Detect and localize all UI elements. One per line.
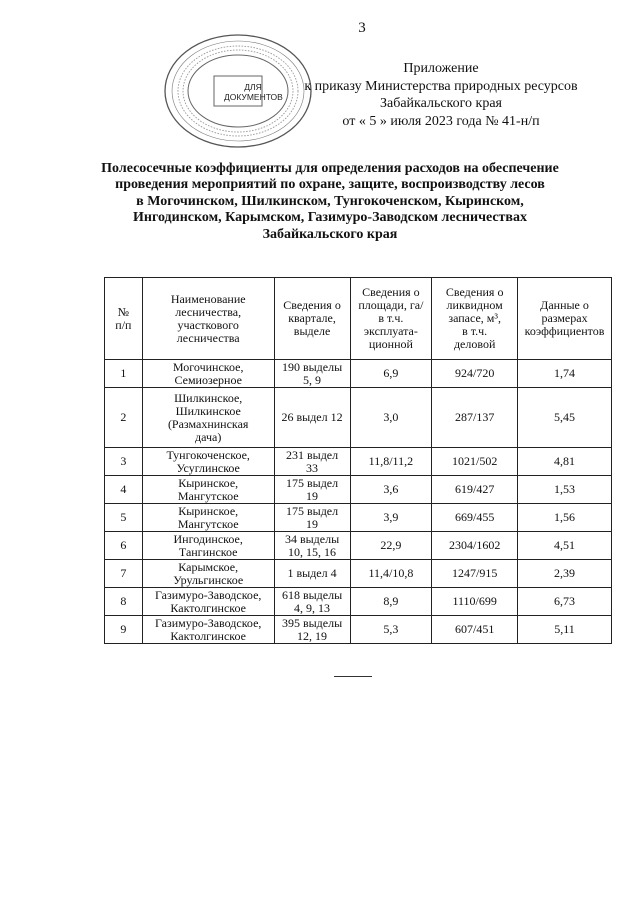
- header-line: запасе, м³,: [448, 311, 501, 325]
- stamp-label-line: ДЛЯ: [244, 82, 262, 92]
- cell-line: Мангутское: [177, 516, 239, 531]
- cell-stock: 1021/502: [432, 448, 518, 476]
- table-row: [105, 560, 612, 588]
- cell-stock: 619/427: [432, 476, 518, 504]
- cell-name: [142, 588, 274, 616]
- cell-line: Урульгинское: [173, 572, 244, 587]
- cell-line: 12, 19: [297, 628, 328, 643]
- footer-rule: [334, 676, 372, 677]
- cell-line: Кактолгинское: [170, 628, 246, 643]
- stamp-label-line: ДОКУМЕНТОВ: [224, 92, 283, 102]
- cell-line: Кыринское,: [178, 475, 239, 490]
- cell-area: 22,9: [350, 532, 432, 560]
- cell-line: Семиозерное: [174, 372, 242, 387]
- table-row: [105, 476, 612, 504]
- appendix-header: [290, 60, 592, 130]
- header-num: [105, 278, 143, 360]
- cell-area: 6,9: [350, 360, 432, 388]
- table-row: [105, 532, 612, 560]
- cell-coef: 1,56: [518, 504, 612, 532]
- appendix-line: Забайкальского края: [379, 96, 502, 111]
- cell-line: 10, 15, 16: [288, 544, 337, 559]
- cell-area: 3,0: [350, 388, 432, 448]
- header-line: площади, га/: [358, 298, 424, 312]
- header-line: в т.ч.: [462, 324, 488, 338]
- cell-quarter: [274, 504, 350, 532]
- cell-name: [142, 476, 274, 504]
- cell-line: Кыринское,: [178, 503, 239, 518]
- cell-stock: 924/720: [432, 360, 518, 388]
- header-line: Сведения о: [283, 298, 341, 312]
- cell-line: Ингодинское,: [173, 531, 243, 546]
- cell-line: Усуглинское: [176, 460, 240, 475]
- cell-line: Шилкинское,: [174, 390, 243, 405]
- cell-coef: 4,51: [518, 532, 612, 560]
- cell-quarter: [274, 616, 350, 644]
- cell-line: Газимуро-Заводское,: [154, 615, 262, 630]
- appendix-line: от « 5 » июля 2023 года № 41-н/п: [342, 113, 540, 129]
- header-line: выделе: [293, 324, 331, 338]
- cell-quarter: [274, 532, 350, 560]
- cell-line: 34 выделы: [284, 531, 340, 546]
- title-line: Забайкальского края: [262, 226, 398, 242]
- cell-line: 395 выделы: [281, 615, 343, 630]
- cell-stock: 1110/699: [432, 588, 518, 616]
- header-coef: [518, 278, 612, 360]
- cell-coef: 6,73: [518, 588, 612, 616]
- cell-coef: 1,53: [518, 476, 612, 504]
- table-row: [105, 360, 612, 388]
- header-line: №: [117, 304, 130, 319]
- coefficients-table: [104, 277, 612, 644]
- cell-num: 2: [105, 388, 143, 448]
- cell-stock: 2304/1602: [432, 532, 518, 560]
- header-line: лесничества: [176, 330, 240, 345]
- cell-num: 7: [105, 560, 143, 588]
- cell-line: Кактолгинское: [170, 600, 246, 615]
- cell-line: (Размахнинская: [167, 416, 249, 431]
- cell-quarter: [274, 448, 350, 476]
- cell-line: 33: [306, 460, 319, 475]
- title-line: проведения мероприятий по охране, защите, воспроизводству лесов: [115, 177, 545, 193]
- table-header-row: [105, 278, 612, 360]
- cell-line: Могочинское,: [172, 359, 244, 374]
- cell-line: 190 выделы: [281, 359, 343, 374]
- cell-num: 3: [105, 448, 143, 476]
- cell-quarter: [274, 588, 350, 616]
- cell-name: [142, 560, 274, 588]
- cell-coef: 4,81: [518, 448, 612, 476]
- table-row: [105, 448, 612, 476]
- table-row: [105, 388, 612, 448]
- cell-area: 11,8/11,2: [350, 448, 432, 476]
- cell-line: 19: [306, 488, 319, 503]
- cell-line: 175 выдел: [285, 475, 339, 490]
- header-line: Наименование: [170, 291, 246, 306]
- cell-stock: 287/137: [432, 388, 518, 448]
- header-stock: [432, 278, 518, 360]
- cell-num: 1: [105, 360, 143, 388]
- cell-line: 19: [306, 516, 319, 531]
- cell-line: дача): [195, 429, 222, 444]
- header-line: ционной: [368, 337, 413, 351]
- cell-stock: 607/451: [432, 616, 518, 644]
- cell-num: 6: [105, 532, 143, 560]
- header-line: квартале,: [288, 311, 336, 325]
- cell-coef: 5,11: [518, 616, 612, 644]
- cell-line: Тангинское: [178, 544, 238, 559]
- header-line: коэффициентов: [524, 324, 605, 338]
- header-line: участкового: [177, 317, 239, 332]
- cell-name: [142, 388, 274, 448]
- cell-num: 8: [105, 588, 143, 616]
- cell-line: Тунгокоченское,: [166, 447, 250, 462]
- table-row: [105, 616, 612, 644]
- title-line: Ингодинском, Карымском, Газимуро-Заводском лесничествах: [133, 210, 527, 226]
- cell-line: 618 выделы: [281, 587, 343, 602]
- cell-line: Шилкинское: [175, 403, 241, 418]
- cell-num: 9: [105, 616, 143, 644]
- cell-area: 3,6: [350, 476, 432, 504]
- header-line: п/п: [115, 317, 132, 332]
- cell-quarter: [274, 560, 350, 588]
- cell-line: 5, 9: [303, 372, 322, 387]
- cell-name: [142, 360, 274, 388]
- title-line: Полесосечные коэффициенты для определения расходов на обеспечение: [101, 161, 559, 176]
- header-line: эксплуата-: [363, 324, 418, 338]
- cell-line: Карымское,: [178, 559, 239, 574]
- header-line: в т.ч.: [378, 311, 404, 325]
- header-line: Сведения о: [362, 285, 420, 299]
- header-line: размерах: [541, 311, 588, 325]
- cell-line: Газимуро-Заводское,: [154, 587, 262, 602]
- header-line: лесничества,: [175, 304, 242, 319]
- cell-line: 175 выдел: [285, 503, 339, 518]
- cell-num: 5: [105, 504, 143, 532]
- cell-area: 3,9: [350, 504, 432, 532]
- cell-quarter: [274, 388, 350, 448]
- cell-coef: 1,74: [518, 360, 612, 388]
- cell-area: 8,9: [350, 588, 432, 616]
- document-title: [80, 161, 580, 243]
- cell-num: 4: [105, 476, 143, 504]
- header-line: ликвидном: [446, 298, 503, 312]
- header-line: Данные о: [540, 298, 589, 312]
- title-line: в Могочинском, Шилкинском, Тунгокоченском, Кыринском,: [136, 193, 524, 209]
- cell-name: [142, 504, 274, 532]
- cell-line: 1 выдел 4: [287, 566, 337, 580]
- appendix-line: Приложение: [403, 61, 479, 76]
- stamp-label: [224, 79, 282, 105]
- cell-area: 11,4/10,8: [350, 560, 432, 588]
- cell-line: 26 выдел 12: [281, 410, 343, 424]
- cell-line: 231 выдел: [285, 447, 339, 462]
- cell-coef: 2,39: [518, 560, 612, 588]
- table-row: [105, 504, 612, 532]
- cell-quarter: [274, 476, 350, 504]
- cell-coef: 5,45: [518, 388, 612, 448]
- header-area: [350, 278, 432, 360]
- cell-name: [142, 532, 274, 560]
- header-quarter: [274, 278, 350, 360]
- table-row: [105, 588, 612, 616]
- cell-line: 4, 9, 13: [294, 600, 331, 615]
- cell-name: [142, 448, 274, 476]
- appendix-line: к приказу Министерства природных ресурсов: [304, 78, 578, 94]
- cell-stock: 1247/915: [432, 560, 518, 588]
- page-number: 3: [358, 20, 366, 36]
- header-line: деловой: [453, 337, 496, 351]
- cell-line: Мангутское: [177, 488, 239, 503]
- cell-quarter: [274, 360, 350, 388]
- header-name: [142, 278, 274, 360]
- cell-area: 5,3: [350, 616, 432, 644]
- header-line: Сведения о: [445, 285, 504, 299]
- cell-stock: 669/455: [432, 504, 518, 532]
- cell-name: [142, 616, 274, 644]
